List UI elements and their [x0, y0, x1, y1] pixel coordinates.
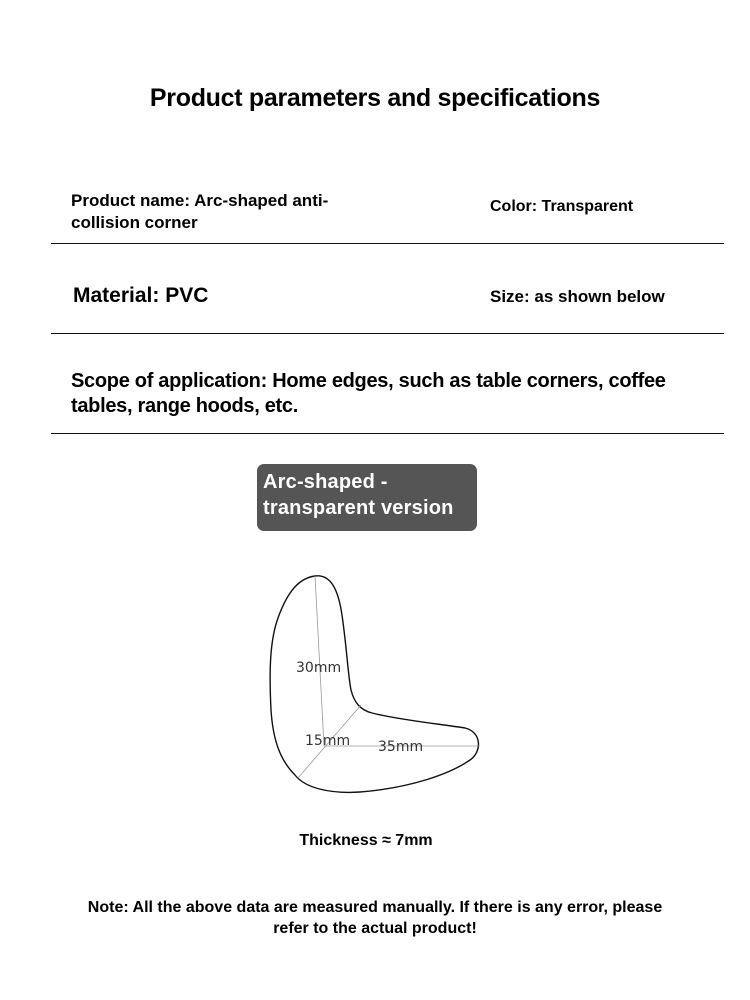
- badge-line1: Arc-shaped -: [263, 471, 388, 493]
- divider: [51, 333, 724, 334]
- badge-line2: transparent version: [263, 497, 454, 519]
- depth-label: 15mm: [305, 733, 351, 749]
- width-label: 35mm: [378, 739, 424, 755]
- page-title: Product parameters and specifications: [149, 84, 601, 112]
- disclaimer-note: [40, 897, 710, 939]
- version-badge: [257, 464, 477, 531]
- corner-guard-diagram: [250, 560, 510, 810]
- thickness-spec: Thickness ≈ 7mm: [299, 832, 433, 849]
- divider: [51, 243, 724, 244]
- product-name-line2: collision corner: [71, 213, 198, 232]
- height-label: 30mm: [296, 660, 342, 676]
- color-spec: Color: Transparent: [490, 198, 634, 215]
- product-name-line1: Product name: Arc-shaped anti-: [71, 191, 329, 210]
- note-line1: Note: All the above data are measured manually. If there is any error, please: [87, 899, 663, 916]
- product-name-spec: [71, 190, 328, 234]
- note-line2: refer to the actual product!: [273, 920, 477, 937]
- corner-guard-outline: [270, 576, 478, 793]
- scope-spec: [71, 369, 666, 419]
- material-spec: Material: PVC: [73, 284, 209, 307]
- divider: [51, 433, 724, 434]
- scope-line2: tables, range hoods, etc.: [71, 395, 299, 417]
- size-spec: Size: as shown below: [490, 287, 665, 306]
- scope-line1: Scope of application: Home edges, such as table corners, coffee: [71, 370, 666, 392]
